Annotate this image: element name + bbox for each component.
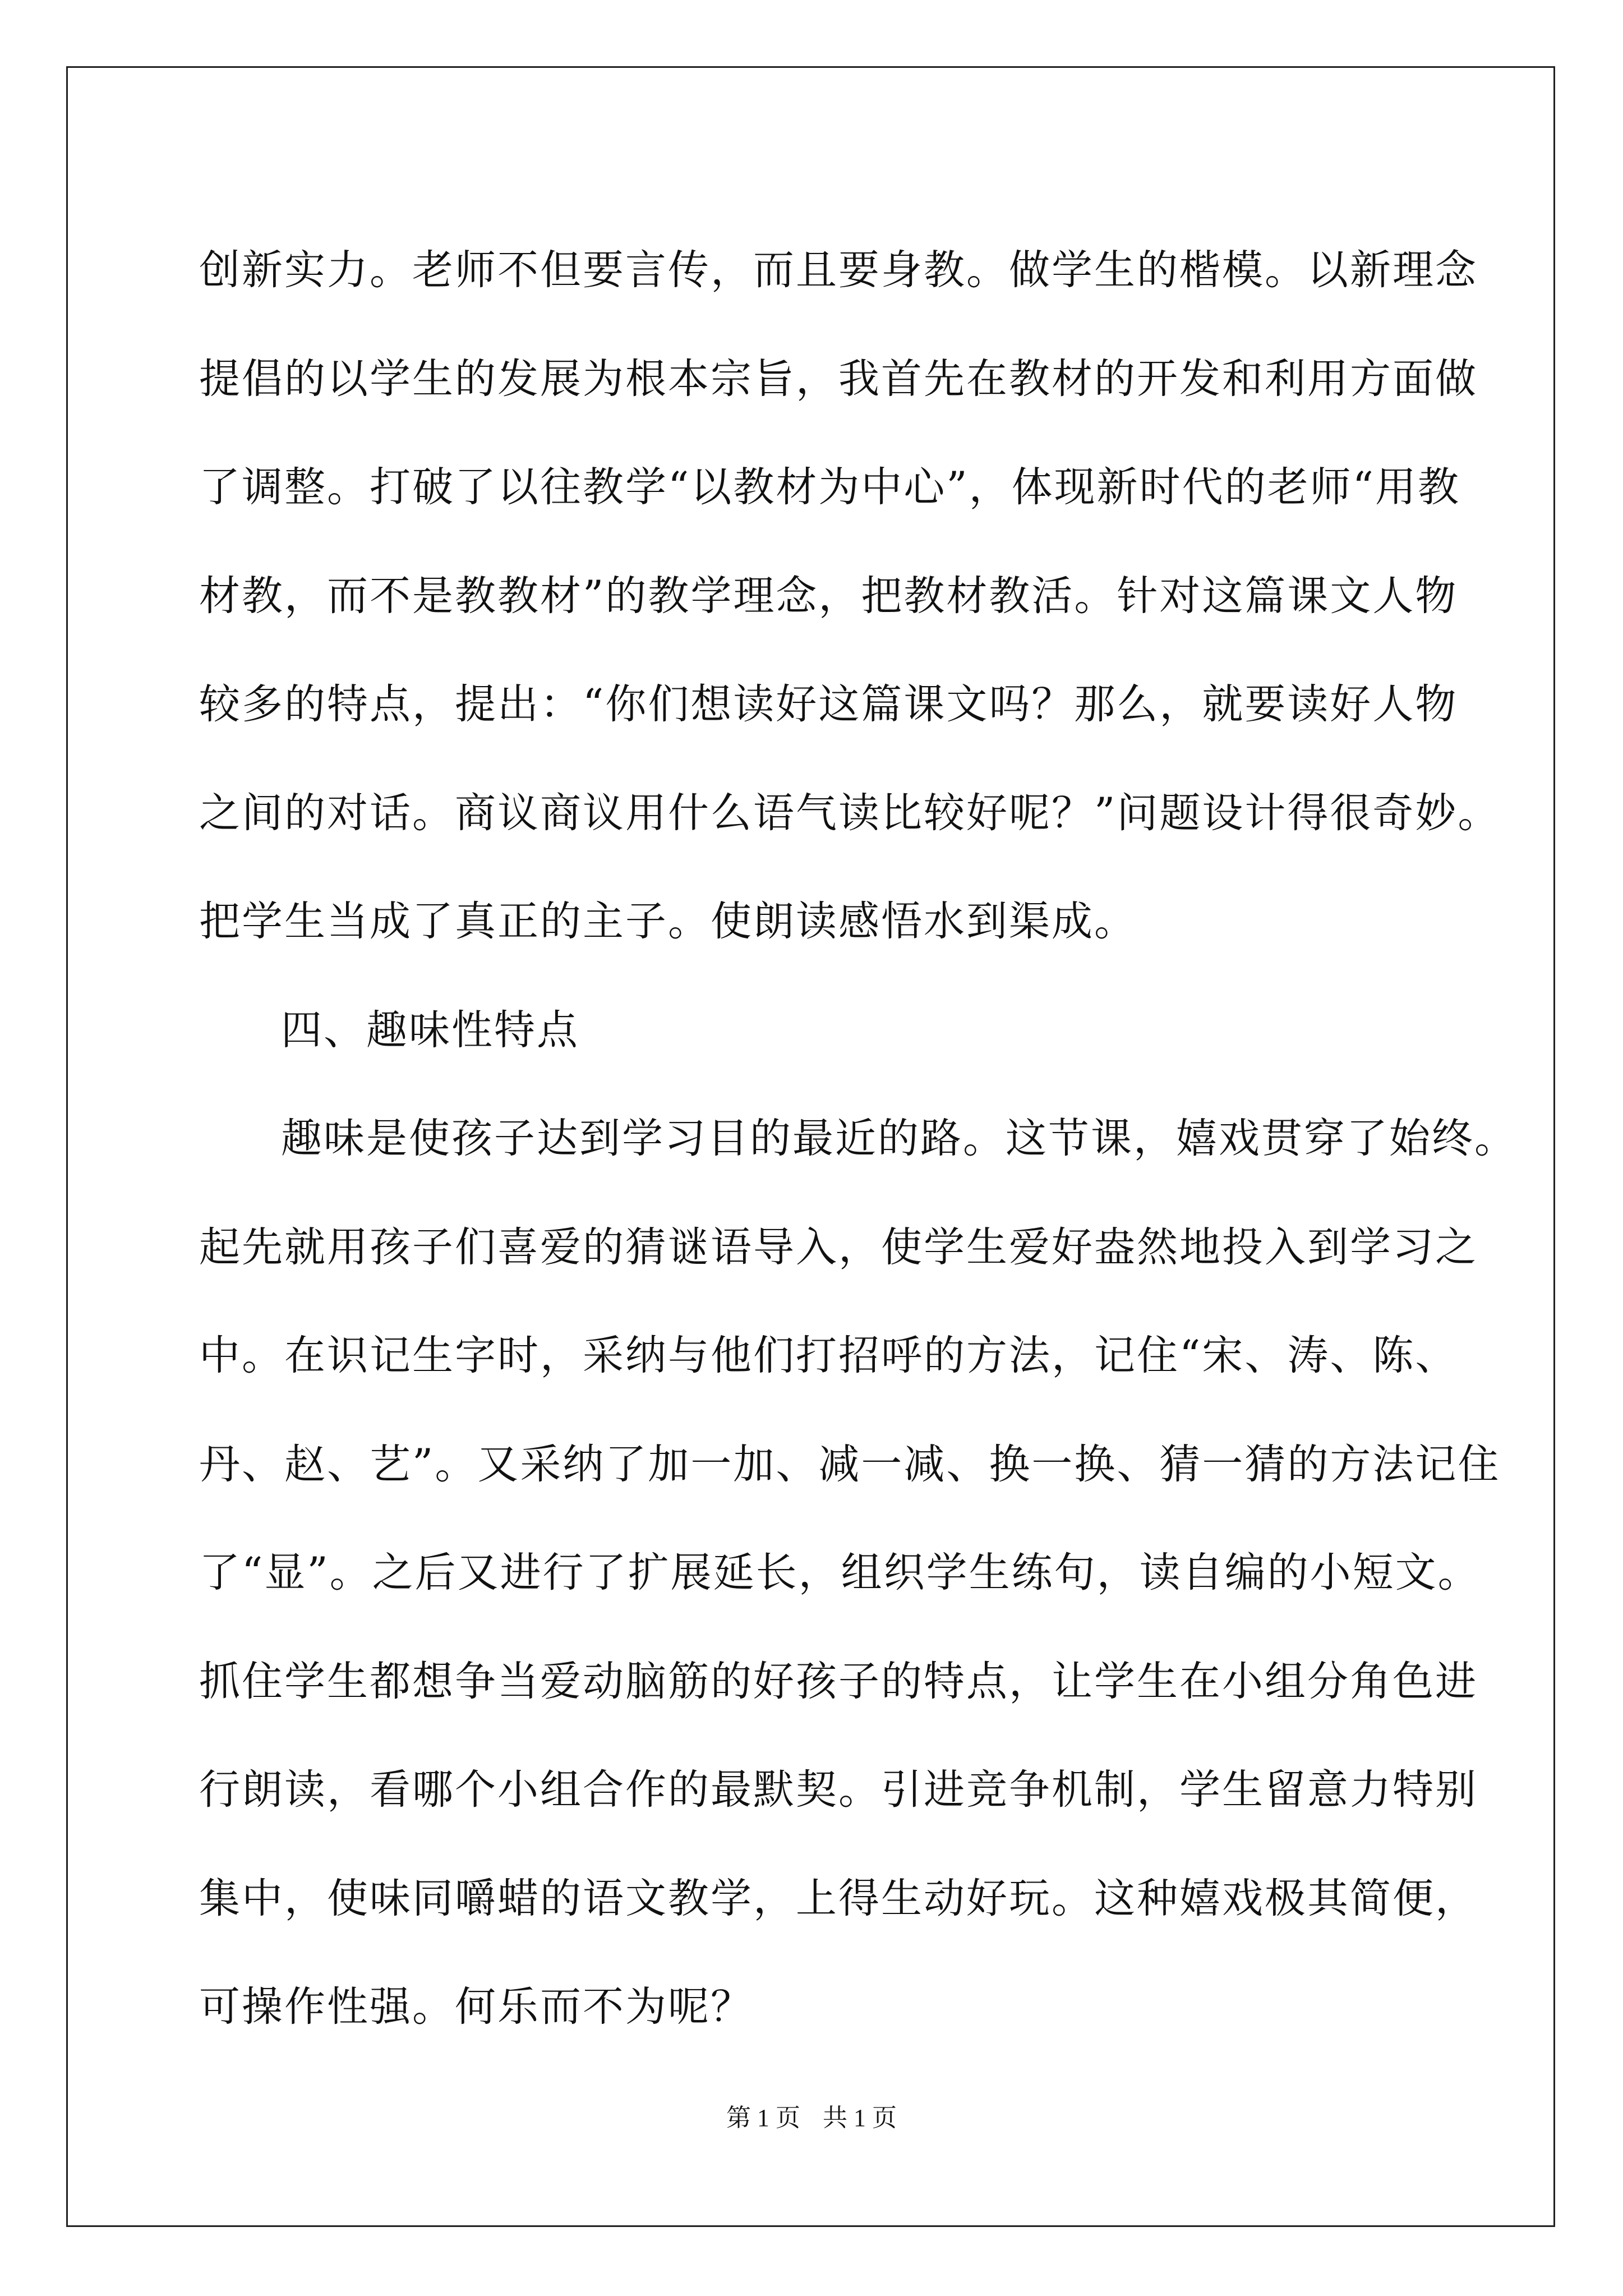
paragraph-first-line: 趣味是使孩子达到学习目的最近的路。这节课，嬉戏贯穿了始终。 xyxy=(281,1115,1517,1162)
page-total: 共 1 页 xyxy=(823,2104,897,2132)
text-line: 了“显”。之后又进行了扩展延长，组织学生练句，读自编的小短文。 xyxy=(199,1549,1481,1596)
document-body xyxy=(199,216,1517,2062)
text-line: 抓住学生都想争当爱动脑筋的好孩子的特点，让学生在小组分角色进 xyxy=(199,1657,1478,1705)
text-line: 丹、赵、艺”。又采纳了加一加、减一减、换一换、猜一猜的方法记住 xyxy=(199,1440,1501,1488)
text-line: 了调整。打破了以往教学“以教材为中心”，体现新时代的老师“用教 xyxy=(199,463,1460,511)
text-line: 材教，而不是教教材”的教学理念，把教材教活。针对这篇课文人物 xyxy=(199,572,1458,620)
section-heading: 四、趣味性特点 xyxy=(281,1006,579,1054)
page-footer xyxy=(0,2101,1623,2135)
text-line: 起先就用孩子们喜爱的猜谜语导入，使学生爱好盎然地投入到学习之 xyxy=(199,1223,1478,1271)
text-line: 之间的对话。商议商议用什么语气读比较好呢？”问题设计得很奇妙。 xyxy=(199,789,1501,837)
page-number: 第 1 页 xyxy=(726,2104,800,2132)
text-line: 把学生当成了真正的主子。使朗读感悟水到渠成。 xyxy=(199,898,1137,945)
text-line: 中。在识记生字时，采纳与他们打招呼的方法，记住“宋、涛、陈、 xyxy=(199,1332,1458,1379)
text-line: 集中，使味同嚼蜡的语文教学，上得生动好玩。这种嬉戏极其简便， xyxy=(199,1874,1478,1922)
text-line: 可操作性强。何乐而不为呢？ xyxy=(199,1983,753,2031)
text-line: 行朗读，看哪个小组合作的最默契。引进竞争机制，学生留意力特别 xyxy=(199,1766,1478,1814)
text-line: 创新实力。老师不但要言传，而且要身教。做学生的楷模。以新理念 xyxy=(199,246,1478,294)
text-line: 提倡的以学生的发展为根本宗旨，我首先在教材的开发和利用方面做 xyxy=(199,355,1478,403)
text-line: 较多的特点，提出：“你们想读好这篇课文吗？那么，就要读好人物 xyxy=(199,680,1458,728)
